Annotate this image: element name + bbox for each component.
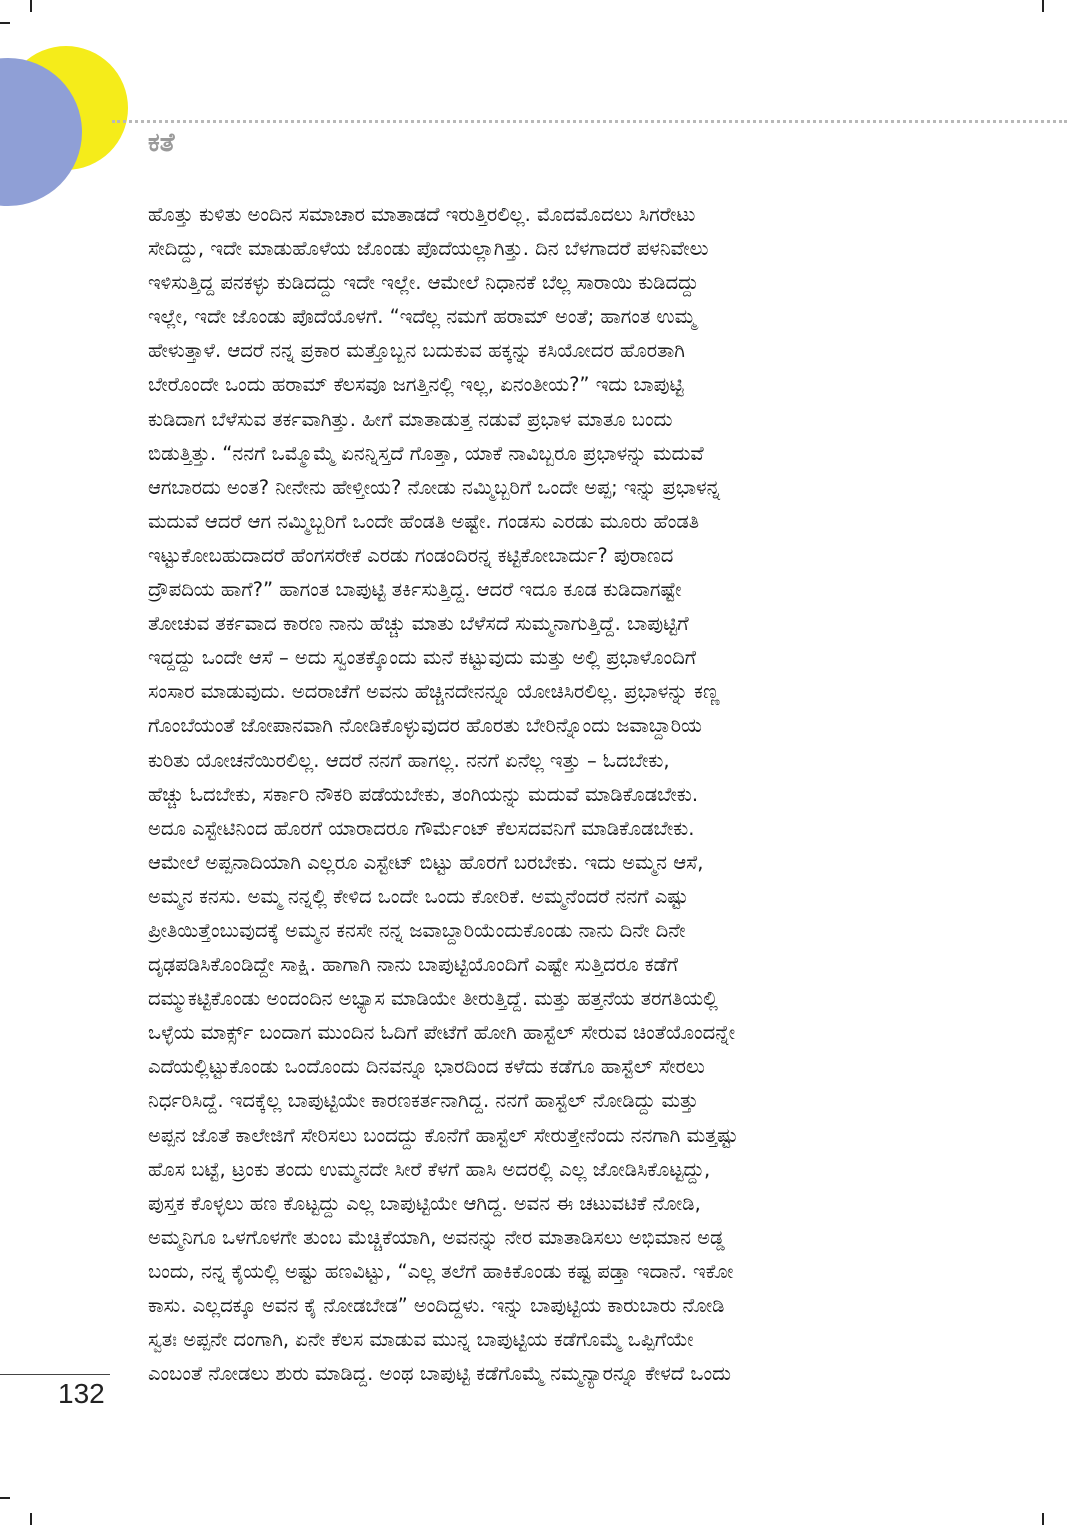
decorative-circles (0, 0, 130, 220)
body-line: ಅಮ್ಮನಿಗೂ ಒಳಗೊಳಗೇ ತುಂಬ ಮೆಚ್ಚಿಕೆಯಾಗಿ, ಅವನನ್ನು ನೇರ ಮಾತಾಡಿಸಲು ಅಭಿಮಾನ ಅಡ್ಡ (148, 1225, 725, 1249)
page-number: 132 (58, 1378, 105, 1409)
header-dotted-rule (112, 120, 1067, 123)
body-line: ಅಮ್ಮನ ಕನಸು. ಅಮ್ಮ ನನ್ನಲ್ಲಿ ಕೇಳಿದ ಒಂದೇ ಒಂದು ಕೋರಿಕೆ. ಅಮ್ಮನೆಂದರೆ ನನಗೆ ಎಷ್ಟು (148, 884, 689, 908)
body-line: ಕುಡಿದಾಗ ಬೆಳೆಸುವ ತರ್ಕವಾಗಿತ್ತು. ಹೀಗೆ ಮಾತಾಡುತ್ತ ನಡುವೆ ಪ್ರಭಾಳ ಮಾತೂ ಬಂದು (148, 407, 673, 431)
body-line: ಇಳಿಸುತ್ತಿದ್ದ ಪನಕಳ್ಳು ಕುಡಿದದ್ದು ಇದೇ ಇಲ್ಲೇ. ಆಮೇಲೆ ನಿಧಾನಕೆ ಬೆಲ್ಲ ಸಾರಾಯಿ ಕುಡಿದದ್ದು (148, 271, 699, 295)
body-line: ಬಿಡುತ್ತಿತ್ತು. “ನನಗೆ ಒಮ್ಮೊಮ್ಮೆ ಏನನ್ನಿಸ್ತದೆ ಗೊತ್ತಾ, ಯಾಕೆ ನಾವಿಬ್ಬರೂ ಪ್ರಭಾಳನ್ನು ಮದುವೆ (148, 441, 704, 465)
body-line: ಹೊತ್ತು ಕುಳಿತು ಅಂದಿನ ಸಮಾಚಾರ ಮಾತಾಡದೆ ಇರುತ್ತಿರಲಿಲ್ಲ. ಮೊದಮೊದಲು ಸಿಗರೇಟು (148, 203, 696, 226)
crop-mark-bottom-right (1042, 1513, 1044, 1525)
body-line: ಎದೆಯಲ್ಲಿಟ್ಟುಕೊಂಡು ಒಂದೊಂದು ದಿನವನ್ನೂ ಭಾರದಿಂದ ಕಳೆದು ಕಡೆಗೂ ಹಾಸ್ಟೆಲ್ ಸೇರಲು (148, 1055, 705, 1079)
section-title: ಕತೆ (148, 128, 175, 158)
body-line: ಅದೂ ಎಸ್ಟೇಟಿನಿಂದ ಹೊರಗೆ ಯಾರಾದರೂ ಗೌರ್ಮೆಂಟ್ ಕೆಲಸದವನಿಗೆ ಮಾಡಿಕೊಡಬೇಕು. (148, 816, 695, 840)
body-line: ಸ್ವತಃ ಅಪ್ಪನೇ ದಂಗಾಗಿ, ಏನೇ ಕೆಲಸ ಮಾಡುವ ಮುನ್ನ ಬಾಪುಟ್ಟಿಯ ಕಡೆಗೊಮ್ಮೆ ಒಪ್ಪಿಗೆಯೇ (148, 1328, 694, 1352)
body-line: ಸೇದಿದ್ದು, ಇದೇ ಮಾಡುಹೊಳೆಯ ಜೊಂಡು ಪೊದೆಯಲ್ಲಾಗಿತ್ತು. ದಿನ ಬೆಳಗಾದರೆ ಪಳನಿವೇಲು (148, 237, 709, 261)
body-line: ಇಟ್ಟುಕೋಬಹುದಾದರೆ ಹೆಂಗಸರೇಕೆ ಎರಡು ಗಂಡಂದಿರನ್ನ ಕಟ್ಟಿಕೋಬಾರ್ದು? ಪುರಾಣದ (148, 543, 674, 567)
body-line: ಹೊಸ ಬಟ್ಟೆ, ಟ್ರಂಕು ತಂದು ಉಮ್ಮನದೇ ಸೀರೆ ಕೆಳಗೆ ಹಾಸಿ ಅದರಲ್ಲಿ ಎಲ್ಲ ಜೋಡಿಸಿಕೊಟ್ಟದ್ದು, (148, 1157, 711, 1181)
body-line: ಹೇಳುತ್ತಾಳೆ. ಆದರೆ ನನ್ನ ಪ್ರಕಾರ ಮತ್ತೊಬ್ಬನ ಬದುಕುವ ಹಕ್ಕನ್ನು ಕಸಿಯೋದರ ಹೊರತಾಗಿ (148, 339, 685, 363)
body-line: ತೋಚುವ ತರ್ಕವಾದ ಕಾರಣ ನಾನು ಹೆಚ್ಚು ಮಾತು ಬೆಳೆಸದೆ ಸುಮ್ಮನಾಗುತ್ತಿದ್ದೆ. ಬಾಪುಟ್ಟಿಗೆ (148, 612, 689, 636)
crop-mark-top-right (1042, 0, 1044, 12)
body-line: ಆಮೇಲೆ ಅಪ್ಪನಾದಿಯಾಗಿ ಎಲ್ಲರೂ ಎಸ್ಟೇಟ್ ಬಿಟ್ಟು ಹೊರಗೆ ಬರಬೇಕು. ಇದು ಅಮ್ಮನ ಆಸೆ, (148, 850, 704, 874)
story-body (148, 198, 948, 1391)
body-line: ಇಲ್ಲೇ, ಇದೇ ಜೊಂಡು ಪೊದೆಯೊಳಗೆ. “ಇದೆಲ್ಲ ನಮಗೆ ಹರಾಮ್ ಅಂತೆ; ಹಾಗಂತ ಉಮ್ಮ (148, 305, 696, 329)
body-line: ದಮ್ಮುಕಟ್ಟಿಕೊಂಡು ಅಂದಂದಿನ ಅಭ್ಯಾಸ ಮಾಡಿಯೇ ತೀರುತ್ತಿದ್ದೆ. ಮತ್ತು ಹತ್ತನೆಯ ತರಗತಿಯಲ್ಲಿ (148, 987, 718, 1011)
body-line: ಎಂಬಂತೆ ನೋಡಲು ಶುರು ಮಾಡಿದ್ದ. ಅಂಥ ಬಾಪುಟ್ಟಿ ಕಡೆಗೊಮ್ಮೆ ನಮ್ಮನ್ಯಾರನ್ನೂ ಕೇಳದೆ ಒಂದು (148, 1362, 731, 1386)
body-line: ನಿರ್ಧರಿಸಿದ್ದೆ. ಇದಕ್ಕೆಲ್ಲ ಬಾಪುಟ್ಟಿಯೇ ಕಾರಣಕರ್ತನಾಗಿದ್ದ. ನನಗೆ ಹಾಸ್ಟೆಲ್ ನೋಡಿದ್ದು ಮತ್ತು (148, 1089, 699, 1113)
body-line: ಇದ್ದದ್ದು ಒಂದೇ ಆಸೆ – ಅದು ಸ್ವಂತಕ್ಕೊಂದು ಮನೆ ಕಟ್ಟುವುದು ಮತ್ತು ಅಲ್ಲಿ ಪ್ರಭಾಳೊಂದಿಗೆ (148, 646, 697, 670)
crop-mark-bottom-left-h (0, 1497, 10, 1499)
body-line: ಪ್ರೀತಿಯಿತ್ತೆಂಬುವುದಕ್ಕೆ ಅಮ್ಮನ ಕನಸೇ ನನ್ನ ಜವಾಬ್ದಾರಿಯೆಂದುಕೊಂಡು ನಾನು ದಿನೇ ದಿನೇ (148, 918, 686, 942)
body-line: ಕುರಿತು ಯೋಚನೆಯಿರಲಿಲ್ಲ. ಆದರೆ ನನಗೆ ಹಾಗಲ್ಲ. ನನಗೆ ಏನೆಲ್ಲ ಇತ್ತು – ಓದಬೇಕು, (148, 748, 670, 772)
body-line: ಪುಸ್ತಕ ಕೊಳ್ಳಲು ಹಣ ಕೊಟ್ಟದ್ದು ಎಲ್ಲ ಬಾಪುಟ್ಟಿಯೇ ಆಗಿದ್ದ. ಅವನ ಈ ಚಟುವಟಿಕೆ ನೋಡಿ, (148, 1191, 701, 1215)
body-line: ಹೆಚ್ಚು ಓದಬೇಕು, ಸರ್ಕಾರಿ ನೌಕರಿ ಪಡೆಯಬೇಕು, ತಂಗಿಯನ್ನು ಮದುವೆ ಮಾಡಿಕೊಡಬೇಕು. (148, 782, 699, 806)
body-line: ದೃಢಪಡಿಸಿಕೊಂಡಿದ್ದೇ ಸಾಕ್ಷಿ. ಹಾಗಾಗಿ ನಾನು ಬಾಪುಟ್ಟಿಯೊಂದಿಗೆ ಎಷ್ಟೇ ಸುತ್ತಿದರೂ ಕಡೆಗೆ (148, 953, 679, 977)
body-line: ಅಪ್ಪನ ಜೊತೆ ಕಾಲೇಜಿಗೆ ಸೇರಿಸಲು ಬಂದದ್ದು ಕೊನೆಗೆ ಹಾಸ್ಟೆಲ್ ಸೇರುತ್ತೇನೆಂದು ನನಗಾಗಿ ಮತ್ತಷ್ಟು (148, 1123, 739, 1147)
body-line: ಕಾಸು. ಎಲ್ಲದಕ್ಕೂ ಅವನ ಕೈ ನೋಡಬೇಡ” ಅಂದಿದ್ದಳು. ಇನ್ನು ಬಾಪುಟ್ಟಿಯ ಕಾರುಬಾರು ನೋಡಿ (148, 1294, 725, 1317)
body-line: ಬೇರೊಂದೇ ಒಂದು ಹರಾಮ್ ಕೆಲಸವೂ ಜಗತ್ತಿನಲ್ಲಿ ಇಲ್ಲ, ಏನಂತೀಯ?” ಇದು ಬಾಪುಟ್ಟಿ (148, 373, 684, 397)
page-number-rule (0, 1374, 110, 1375)
body-line: ಒಳ್ಳೆಯ ಮಾರ್ಕ್ಸ್ ಬಂದಾಗ ಮುಂದಿನ ಓದಿಗೆ ಪೇಟೆಗೆ ಹೋಗಿ ಹಾಸ್ಟೆಲ್ ಸೇರುವ ಚಿಂತೆಯೊಂದನ್ನೇ (148, 1021, 736, 1045)
body-line: ದ್ರೌಪದಿಯ ಹಾಗೆ?” ಹಾಗಂತ ಬಾಪುಟ್ಟಿ ತರ್ಕಿಸುತ್ತಿದ್ದ. ಆದರೆ ಇದೂ ಕೂಡ ಕುಡಿದಾಗಷ್ಟೇ (148, 578, 682, 602)
crop-mark-bottom-left (30, 1513, 32, 1525)
body-line: ಸಂಸಾರ ಮಾಡುವುದು. ಅದರಾಚೆಗೆ ಅವನು ಹೆಚ್ಚಿನದೇನನ್ನೂ ಯೋಚಿಸಿರಲಿಲ್ಲ. ಪ್ರಭಾಳನ್ನು ಕಣ್ಣ (148, 680, 720, 704)
body-line: ಮದುವೆ ಆದರೆ ಆಗ ನಮ್ಮಿಬ್ಬರಿಗೆ ಒಂದೇ ಹೆಂಡತಿ ಅಷ್ಟೇ. ಗಂಡಸು ಎರಡು ಮೂರು ಹೆಂಡತಿ (148, 509, 700, 533)
body-line: ಬಂದು, ನನ್ನ ಕೈಯಲ್ಲಿ ಅಷ್ಟು ಹಣವಿಟ್ಟು, “ಎಲ್ಲ ತಲೆಗೆ ಹಾಕಿಕೊಂಡು ಕಷ್ಟ ಪಡ್ತಾ ಇದಾನೆ. ಇಕೋ (148, 1259, 734, 1283)
body-line: ಗೊಂಬೆಯಂತೆ ಜೋಪಾನವಾಗಿ ನೋಡಿಕೊಳ್ಳುವುದರ ಹೊರತು ಬೇರಿನ್ನೊಂದು ಜವಾಬ್ದಾರಿಯ (148, 714, 702, 738)
body-line: ಆಗಬಾರದು ಅಂತ? ನೀನೇನು ಹೇಳ್ತೀಯ? ನೋಡು ನಮ್ಮಿಬ್ಬರಿಗೆ ಒಂದೇ ಅಪ್ಪ; ಇನ್ನು ಪ್ರಭಾಳನ್ನ (148, 475, 721, 499)
